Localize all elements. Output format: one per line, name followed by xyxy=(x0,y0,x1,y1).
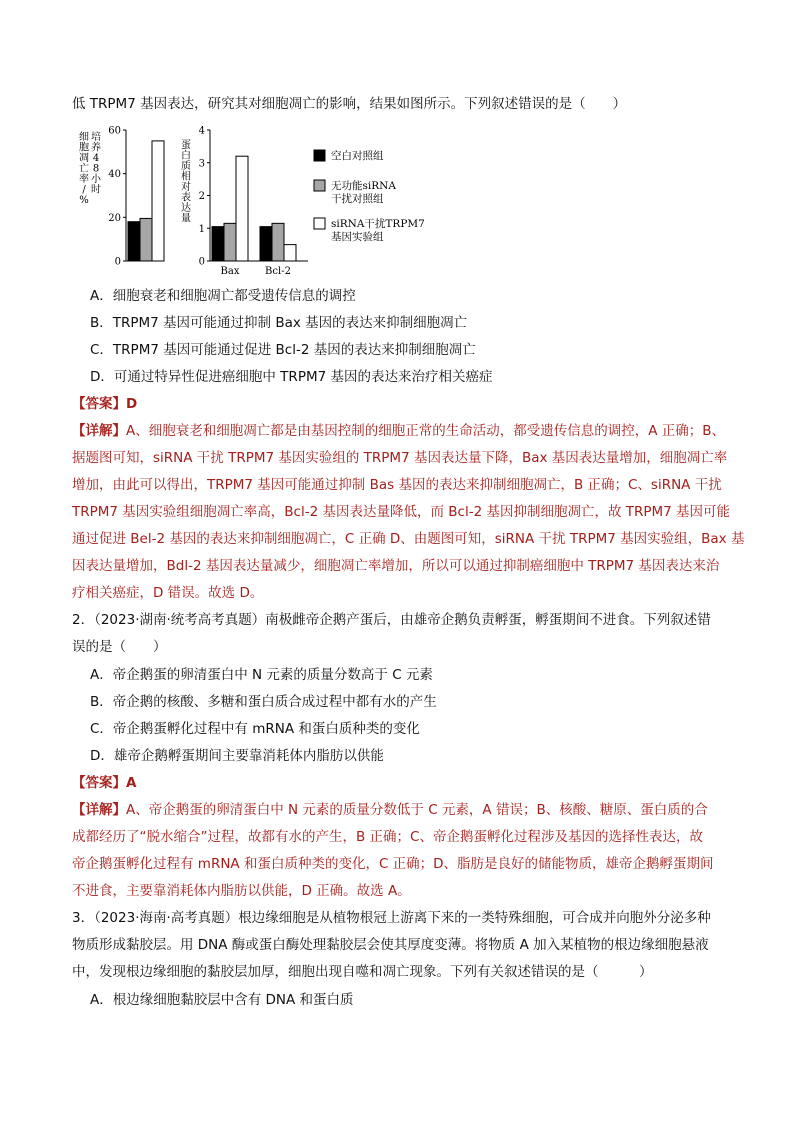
q1-option-b: B．TRPM7 基因可能通过抑制 Bax 基因的表达来抑制细胞凋亡 xyxy=(90,315,468,331)
y-axis-label: 亡 xyxy=(79,163,89,175)
q1-stem: 低 TRPM7 基因表达，研究其对细胞凋亡的影响，结果如图所示。下列叙述错误的是（ ） xyxy=(72,96,627,112)
y-axis-label: 凋 xyxy=(79,153,89,164)
q1-detail-line xyxy=(72,422,725,440)
q1-figure xyxy=(72,118,452,278)
y-axis-label: / xyxy=(82,184,86,196)
bar xyxy=(128,222,140,261)
legend-swatch xyxy=(314,180,325,191)
y-tick-label: 4 xyxy=(198,125,205,137)
y-axis-label: 4 xyxy=(92,153,100,164)
y-tick-label: 2 xyxy=(198,191,205,202)
q2-option-c: C．帝企鹅蛋孵化过程中有 mRNA 和蛋白质种类的变化 xyxy=(90,721,420,737)
bar xyxy=(272,223,284,261)
q2-detail-line: 成都经历了“脱水缩合”过程，故都有水的产生，B 正确；C、帝企鹅蛋孵化过程涉及基因的选择性表达，故 xyxy=(72,829,703,845)
y-axis-label: 培 xyxy=(91,132,101,143)
answer-tag: 【答案】 xyxy=(72,396,126,412)
y-tick-label: 20 xyxy=(108,212,121,224)
detail-tag: 【详解】 xyxy=(72,802,126,818)
y-tick-label: 1 xyxy=(198,223,205,235)
x-tick-label: Bcl-2 xyxy=(265,266,291,277)
q1-detail-line: TRPM7 基因实验组细胞凋亡率高，Bcl-2 基因表达量降低，而 Bcl-2 基因抑制细胞凋亡，故 TRPM7 基因可能 xyxy=(72,504,731,520)
y-axis-label: 表 xyxy=(181,192,191,204)
q1-detail-line: 疗相关癌症，D 错误。故选 D。 xyxy=(72,585,264,601)
q1-charts xyxy=(72,118,452,278)
y-tick-label: 3 xyxy=(198,158,205,170)
q2-option-a: A．帝企鹅蛋的卵清蛋白中 N 元素的质量分数高于 C 元素 xyxy=(90,667,433,683)
q2-detail-text: A、帝企鹅蛋的卵清蛋白中 N 元素的质量分数低于 C 元素，A 错误；B、核酸、糖原、蛋白质的合 xyxy=(126,802,708,818)
q1-detail-line: 因表达量增加，Bdl-2 基因表达量减少，细胞凋亡率增加，所以可以通过抑制癌细胞中 TRPM7 基因表达来治 xyxy=(72,558,720,574)
answer-value: A xyxy=(126,775,137,791)
legend-label: 无功能siRNA xyxy=(331,180,396,192)
legend-swatch xyxy=(314,218,325,229)
bar xyxy=(152,141,164,261)
q2-option-b: B．帝企鹅的核酸、多糖和蛋白质合成过程中都有水的产生 xyxy=(90,694,437,710)
legend-label: 干扰对照组 xyxy=(331,193,384,205)
q1-option-a: A．细胞衰老和细胞凋亡都受遗传信息的调控 xyxy=(90,288,356,304)
answer-value: D xyxy=(126,396,138,412)
y-axis-label: 质 xyxy=(181,161,191,172)
y-axis-label: % xyxy=(79,195,89,206)
y-axis-label: 白 xyxy=(181,150,191,162)
y-axis-label: 养 xyxy=(91,142,101,154)
y-axis-label: 胞 xyxy=(79,142,89,154)
q1-option-d: D．可通过特异性促进癌细胞中 TRPM7 基因的表达来治疗相关癌症 xyxy=(90,369,493,385)
q3-stem-line: 物质形成黏胶层。用 DNA 酶或蛋白酶处理黏胶层会使其厚度变薄。将物质 A 加入某植物的根边缘细胞悬液 xyxy=(72,937,709,953)
q2-option-d: D．雄帝企鹅孵蛋期间主要靠消耗体内脂肪以供能 xyxy=(90,748,384,764)
y-tick-label: 0 xyxy=(114,256,121,268)
q1-detail-text: A、细胞衰老和细胞凋亡都是由基因控制的细胞正常的生命活动，都受遗传信息的调控，A 正确；B、 xyxy=(126,423,726,439)
q3-stem-line: 中，发现根边缘细胞的黏胶层加厚，细胞出现自噬和凋亡现象。下列有关叙述错误的是（ ） xyxy=(72,964,653,980)
y-axis-label: 达 xyxy=(181,203,191,214)
q1-answer xyxy=(72,395,137,413)
bar xyxy=(284,245,296,261)
q2-stem-line: 误的是（ ） xyxy=(72,639,167,655)
q2-stem-line: 2．（2023·湖南·统考高考真题）南极雌帝企鹅产蛋后，由雄帝企鹅负责孵蛋，孵蛋期间不进食。下列叙述错 xyxy=(72,612,711,628)
y-axis-label: 细 xyxy=(79,132,89,143)
y-tick-label: 40 xyxy=(108,169,121,181)
y-axis-label: 率 xyxy=(79,174,89,185)
q1-detail-line: 通过促进 Bel-2 基因的表达来抑制细胞凋亡，C 正确 D、由题图可知，siRNA 干扰 TRPM7 基因实验组，Bax 基 xyxy=(72,531,745,547)
q2-answer xyxy=(72,774,136,792)
x-tick-label: Bax xyxy=(220,266,240,277)
q2-detail-line: 帝企鹅蛋孵化过程有 mRNA 和蛋白质种类的变化，C 正确；D、脂肪是良好的储能物质，雄帝企鹅孵蛋期间 xyxy=(72,856,714,872)
y-axis-label: 相 xyxy=(181,171,191,183)
bar xyxy=(224,223,236,261)
bar xyxy=(260,227,272,261)
y-tick-label: 0 xyxy=(198,256,205,268)
legend-swatch xyxy=(314,150,325,161)
bar xyxy=(236,156,248,261)
answer-tag: 【答案】 xyxy=(72,775,126,791)
detail-tag: 【详解】 xyxy=(72,423,126,439)
legend-label: siRNA干扰TRPM7 xyxy=(331,218,425,230)
y-axis-label: 对 xyxy=(181,182,191,193)
q1-option-c: C．TRPM7 基因可能通过促进 Bcl-2 基因的表达来抑制细胞凋亡 xyxy=(90,342,476,358)
y-axis-label: 8 xyxy=(92,163,100,175)
legend-label: 基因实验组 xyxy=(331,231,384,243)
legend-label: 空白对照组 xyxy=(331,150,384,162)
y-axis-label: 小 xyxy=(91,174,101,185)
y-axis-label: 量 xyxy=(181,213,191,225)
q1-detail-line: 增加，由此可以得出，TRPM7 基因可能通过抑制 Bas 基因的表达来抑制细胞凋亡，B 正确；C、siRNA 干扰 xyxy=(72,477,722,493)
q2-detail-line: 不进食，主要靠消耗体内脂肪以供能，D 正确。故选 A。 xyxy=(72,883,411,899)
q3-option-a: A．根边缘细胞黏胶层中含有 DNA 和蛋白质 xyxy=(90,992,354,1008)
q2-detail-line xyxy=(72,801,708,819)
q3-stem-line: 3．（2023·海南·高考真题）根边缘细胞是从植物根冠上游离下来的一类特殊细胞，可合成并向胞外分泌多种 xyxy=(72,910,711,926)
bar xyxy=(212,227,224,261)
q1-detail-line: 据题图可知，siRNA 干扰 TRPM7 基因实验组的 TRPM7 基因表达量下降，Bax 基因表达量增加，细胞凋亡率 xyxy=(72,450,728,466)
y-tick-label: 60 xyxy=(108,125,121,137)
y-axis-label: 蛋 xyxy=(181,140,191,151)
bar xyxy=(140,218,152,261)
y-axis-label: 时 xyxy=(91,184,101,196)
